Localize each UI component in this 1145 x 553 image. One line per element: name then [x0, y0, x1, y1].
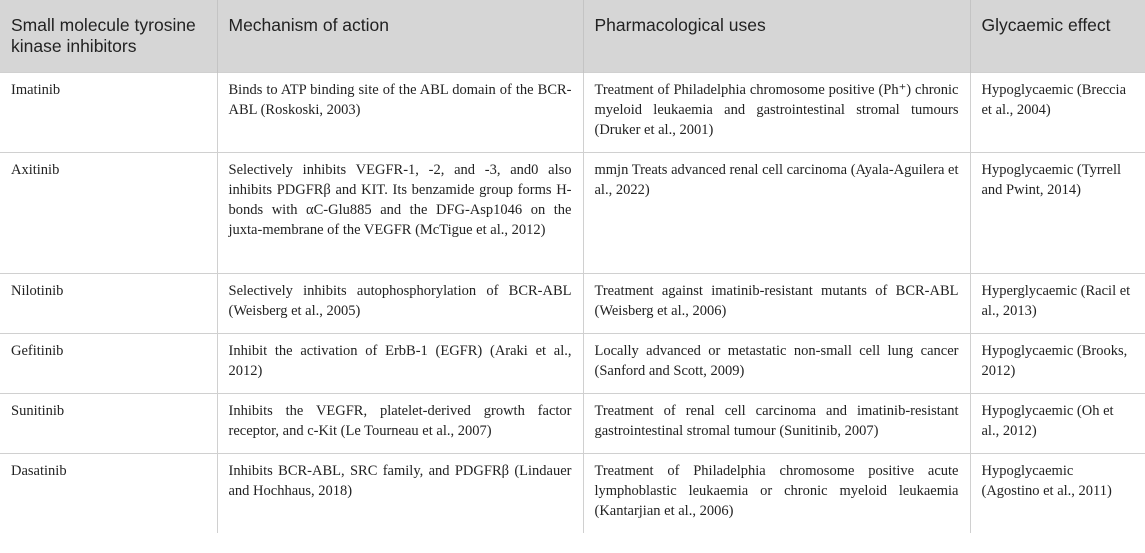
inhibitor-cell: Sunitinib: [0, 393, 217, 453]
table-row: [0, 453, 1145, 533]
mechanism-cell: Inhibits BCR-ABL, SRC family, and PDGFRβ (Lindauer and Hochhaus, 2018): [217, 453, 583, 533]
header-mechanism: Mechanism of action: [217, 0, 583, 72]
table-row: [0, 152, 1145, 273]
header-uses: Pharmacological uses: [583, 0, 970, 72]
mechanism-cell: Binds to ATP binding site of the ABL domain of the BCR-ABL (Roskoski, 2003): [217, 72, 583, 152]
uses-cell: Treatment against imatinib-resistant mutants of BCR-ABL (Weisberg et al., 2006): [583, 273, 970, 333]
uses-cell: Treatment of Philadelphia chromosome positive (Ph⁺) chronic myeloid leukaemia and gastrointestinal stromal tumours (Druker et al., 2001): [583, 72, 970, 152]
glycaemic-cell: Hypoglycaemic (Brooks, 2012): [970, 333, 1145, 393]
mechanism-cell: Inhibit the activation of ErbB-1 (EGFR) (Araki et al., 2012): [217, 333, 583, 393]
inhibitor-cell: Nilotinib: [0, 273, 217, 333]
mechanism-cell: Inhibits the VEGFR, platelet-derived growth factor receptor, and c-Kit (Le Tourneau et al., 2007): [217, 393, 583, 453]
glycaemic-cell: Hypoglycaemic (Oh et al., 2012): [970, 393, 1145, 453]
table-row: [0, 393, 1145, 453]
header-glycaemic: Glycaemic effect: [970, 0, 1145, 72]
mechanism-cell: Selectively inhibits VEGFR-1, -2, and -3, and0 also inhibits PDGFRβ and KIT. Its benzamide group forms H-bonds with αC-Glu885 and the DFG-Asp1046 on the juxta-membrane of the VEGFR (McTigue et al., 2012): [217, 152, 583, 273]
uses-cell: mmjn Treats advanced renal cell carcinoma (Ayala-Aguilera et al., 2022): [583, 152, 970, 273]
glycaemic-cell: Hypoglycaemic (Breccia et al., 2004): [970, 72, 1145, 152]
header-row: [0, 0, 1145, 72]
table-row: [0, 333, 1145, 393]
inhibitor-cell: Axitinib: [0, 152, 217, 273]
table-body: [0, 72, 1145, 533]
glycaemic-cell: Hypoglycaemic (Agostino et al., 2011): [970, 453, 1145, 533]
header-inhibitor: Small molecule tyrosine kinase inhibitors: [0, 0, 217, 72]
inhibitor-cell: Imatinib: [0, 72, 217, 152]
mechanism-cell: Selectively inhibits autophosphorylation of BCR-ABL (Weisberg et al., 2005): [217, 273, 583, 333]
glycaemic-cell: Hypoglycaemic (Tyrrell and Pwint, 2014): [970, 152, 1145, 273]
table-row: [0, 72, 1145, 152]
table-header: [0, 0, 1145, 72]
glycaemic-cell: Hyperglycaemic (Racil et al., 2013): [970, 273, 1145, 333]
inhibitor-cell: Gefitinib: [0, 333, 217, 393]
uses-cell: Treatment of Philadelphia chromosome positive acute lymphoblastic leukaemia or chronic myeloid leukaemia (Kantarjian et al., 2006): [583, 453, 970, 533]
inhibitor-cell: Dasatinib: [0, 453, 217, 533]
uses-cell: Locally advanced or metastatic non-small cell lung cancer (Sanford and Scott, 2009): [583, 333, 970, 393]
uses-cell: Treatment of renal cell carcinoma and imatinib-resistant gastrointestinal stromal tumour (Sunitinib, 2007): [583, 393, 970, 453]
table-row: [0, 273, 1145, 333]
